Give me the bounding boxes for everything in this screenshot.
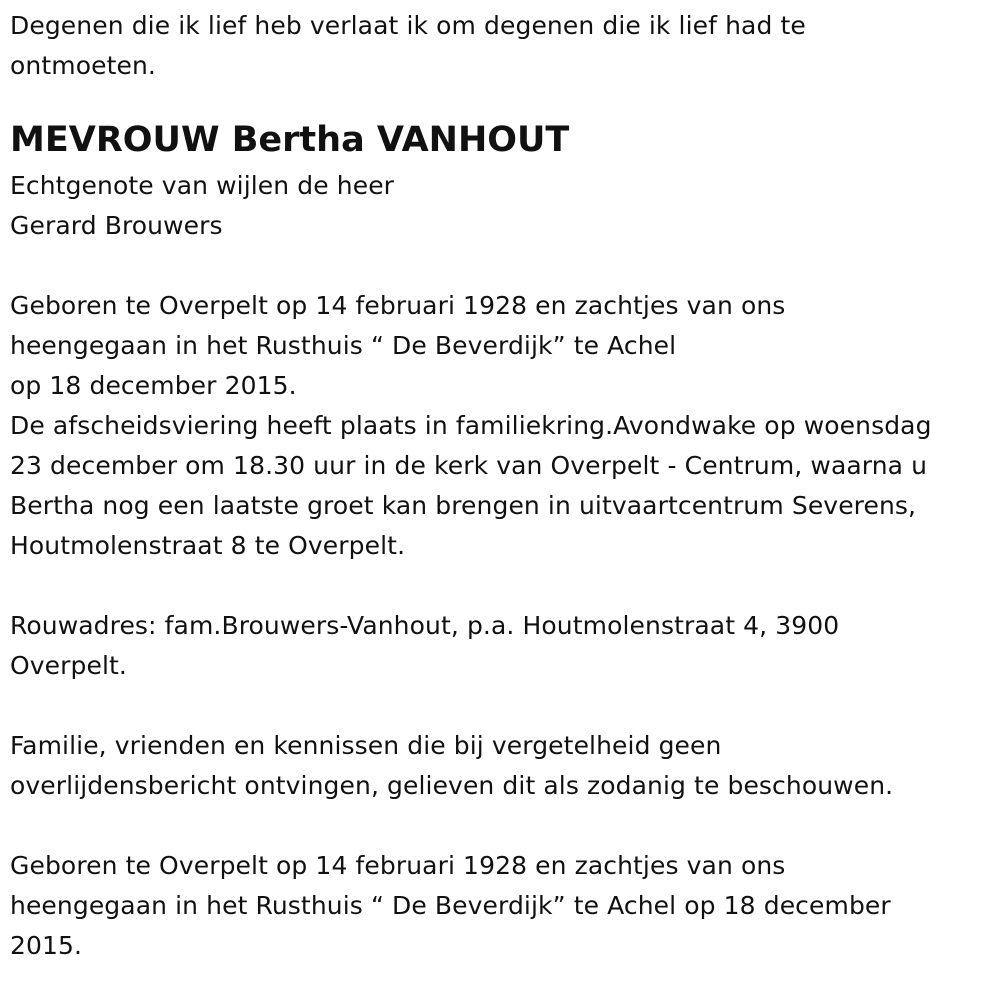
text-line: Familie, vrienden en kennissen die bij vergetelheid geen bbox=[10, 731, 722, 760]
text-line: Geboren te Overpelt op 14 februari 1928 en zachtjes van ons bbox=[10, 851, 786, 880]
text-line: heengegaan in het Rusthuis “ De Beverdijk” te Achel bbox=[10, 331, 677, 360]
text-line: Degenen die ik lief heb verlaat ik om degenen die ik lief had te bbox=[10, 11, 806, 40]
notice-paragraph bbox=[10, 726, 1000, 806]
address-paragraph bbox=[10, 606, 1000, 686]
text-line: Houtmolenstraat 8 te Overpelt. bbox=[10, 531, 406, 560]
text-line: Bertha nog een laatste groet kan brengen in uitvaartcentrum Severens, bbox=[10, 491, 917, 520]
text-line: 23 december om 18.30 uur in de kerk van Overpelt - Centrum, waarna u bbox=[10, 451, 928, 480]
closing-paragraph bbox=[10, 846, 1000, 966]
text-line: ontmoeten. bbox=[10, 51, 156, 80]
text-line: Geboren te Overpelt op 14 februari 1928 en zachtjes van ons bbox=[10, 291, 786, 320]
details-paragraph bbox=[10, 286, 1000, 566]
text-line: Gerard Brouwers bbox=[10, 211, 223, 240]
text-line: Overpelt. bbox=[10, 651, 127, 680]
text-line: De afscheidsviering heeft plaats in familiekring.Avondwake op woensdag bbox=[10, 411, 932, 440]
text-line: overlijdensbericht ontvingen, gelieven dit als zodanig te beschouwen. bbox=[10, 771, 894, 800]
text-line: Rouwadres: fam.Brouwers-Vanhout, p.a. Houtmolenstraat 4, 3900 bbox=[10, 611, 840, 640]
intro-quote bbox=[10, 6, 1000, 86]
text-line: op 18 december 2015. bbox=[10, 371, 297, 400]
spouse-info bbox=[10, 166, 1000, 246]
text-line: heengegaan in het Rusthuis “ De Beverdijk” te Achel op 18 december bbox=[10, 891, 891, 920]
deceased-name: MEVROUW Bertha VANHOUT bbox=[10, 120, 570, 160]
text-line: Echtgenote van wijlen de heer bbox=[10, 171, 395, 200]
text-line: 2015. bbox=[10, 931, 83, 960]
